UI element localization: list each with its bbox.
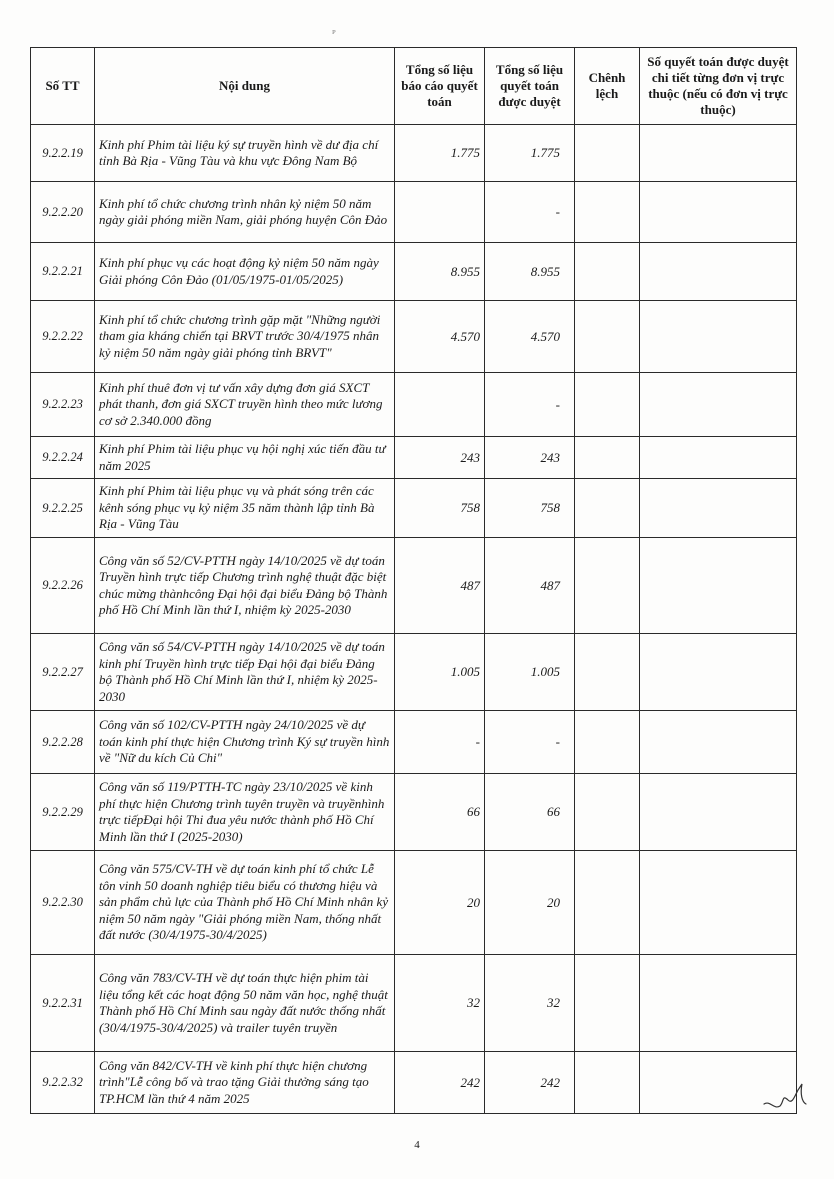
row-duoc-duyet: 487	[485, 538, 575, 634]
row-duoc-duyet: 242	[485, 1052, 575, 1114]
row-content: Kinh phí tổ chức chương trình nhân kỷ niệm 50 năm ngày giải phóng miền Nam, giải phóng huyện Côn Đảo	[95, 182, 395, 243]
row-stt: 9.2.2.30	[31, 851, 95, 955]
settlement-table	[30, 47, 797, 1114]
row-chenh-lech	[575, 634, 640, 711]
row-duoc-duyet: 1.005	[485, 634, 575, 711]
row-bao-cao: 4.570	[395, 301, 485, 373]
row-bao-cao: 242	[395, 1052, 485, 1114]
row-bao-cao: 66	[395, 774, 485, 851]
row-stt: 9.2.2.25	[31, 479, 95, 538]
row-chenh-lech	[575, 851, 640, 955]
row-chenh-lech	[575, 1052, 640, 1114]
row-chenh-lech	[575, 243, 640, 301]
row-content: Kinh phí Phim tài liệu ký sự truyền hình về dư địa chí tỉnh Bà Rịa - Vũng Tàu và khu vực Đông Nam Bộ	[95, 125, 395, 182]
row-chi-tiet	[640, 634, 797, 711]
row-chenh-lech	[575, 955, 640, 1052]
row-chenh-lech	[575, 437, 640, 479]
row-stt: 9.2.2.19	[31, 125, 95, 182]
table-row	[31, 125, 797, 182]
header-duoc-duyet: Tổng số liệu quyết toán được duyệt	[485, 48, 575, 125]
row-chenh-lech	[575, 711, 640, 774]
row-chenh-lech	[575, 373, 640, 437]
row-chenh-lech	[575, 301, 640, 373]
row-chi-tiet	[640, 711, 797, 774]
row-duoc-duyet: 32	[485, 955, 575, 1052]
row-bao-cao: 1.005	[395, 634, 485, 711]
table-row	[31, 955, 797, 1052]
table-row	[31, 301, 797, 373]
row-bao-cao: 8.955	[395, 243, 485, 301]
row-chi-tiet	[640, 955, 797, 1052]
row-stt: 9.2.2.23	[31, 373, 95, 437]
row-stt: 9.2.2.28	[31, 711, 95, 774]
row-chenh-lech	[575, 125, 640, 182]
row-duoc-duyet: 243	[485, 437, 575, 479]
row-duoc-duyet: -	[485, 182, 575, 243]
row-bao-cao	[395, 182, 485, 243]
row-stt: 9.2.2.20	[31, 182, 95, 243]
row-duoc-duyet: 4.570	[485, 301, 575, 373]
row-stt: 9.2.2.22	[31, 301, 95, 373]
row-content: Công văn số 54/CV-PTTH ngày 14/10/2025 về dự toán kinh phí Truyền hình trực tiếp Đại hội đại biểu Đảng bộ Thành phố Hồ Chí Minh lần thứ I, nhiệm kỳ 2025-2030	[95, 634, 395, 711]
row-bao-cao: 243	[395, 437, 485, 479]
row-content: Công văn 842/CV-TH về kinh phí thực hiện chương trình"Lễ công bố và trao tặng Giải thưởng sáng tạo TP.HCM lần thứ 4 năm 2025	[95, 1052, 395, 1114]
row-stt: 9.2.2.27	[31, 634, 95, 711]
scan-mark: ᴾ	[332, 28, 336, 40]
row-chi-tiet	[640, 243, 797, 301]
row-bao-cao: -	[395, 711, 485, 774]
table-row	[31, 182, 797, 243]
row-duoc-duyet: 20	[485, 851, 575, 955]
table-row	[31, 538, 797, 634]
row-chi-tiet	[640, 437, 797, 479]
row-chenh-lech	[575, 774, 640, 851]
row-stt: 9.2.2.29	[31, 774, 95, 851]
header-chenh-lech: Chênh lệch	[575, 48, 640, 125]
row-duoc-duyet: 66	[485, 774, 575, 851]
table-row	[31, 243, 797, 301]
row-chi-tiet	[640, 373, 797, 437]
row-chenh-lech	[575, 479, 640, 538]
row-chenh-lech	[575, 182, 640, 243]
row-duoc-duyet: 1.775	[485, 125, 575, 182]
row-content: Công văn số 102/CV-PTTH ngày 24/10/2025 về dự toán kinh phí thực hiện Chương trình Ký sự truyền hình về "Nữ du kích Củ Chi"	[95, 711, 395, 774]
table-header-row	[31, 48, 797, 125]
table-row	[31, 1052, 797, 1114]
row-content: Kinh phí thuê đơn vị tư vấn xây dựng đơn giá SXCT phát thanh, đơn giá SXCT truyền hình theo mức lương cơ sở 2.340.000 đồng	[95, 373, 395, 437]
row-chenh-lech	[575, 538, 640, 634]
row-duoc-duyet: 758	[485, 479, 575, 538]
table-row	[31, 634, 797, 711]
row-content: Kinh phí tổ chức chương trình gặp mặt "Những người tham gia kháng chiến tại BRVT trước 30/4/1975 nhân kỷ niệm 50 năm ngày giải phóng tỉnh BRVT"	[95, 301, 395, 373]
row-bao-cao: 32	[395, 955, 485, 1052]
table-row	[31, 851, 797, 955]
row-chi-tiet	[640, 851, 797, 955]
row-chi-tiet	[640, 301, 797, 373]
table-row	[31, 711, 797, 774]
row-stt: 9.2.2.32	[31, 1052, 95, 1114]
table-row	[31, 774, 797, 851]
initial-signature	[762, 1080, 812, 1120]
row-stt: 9.2.2.26	[31, 538, 95, 634]
row-content: Kinh phí Phim tài liệu phục vụ và phát sóng trên các kênh sóng phục vụ kỷ niệm 35 năm thành lập tỉnh Bà Rịa - Vũng Tàu	[95, 479, 395, 538]
table-row	[31, 437, 797, 479]
page-number: 4	[414, 1139, 420, 1151]
row-stt: 9.2.2.24	[31, 437, 95, 479]
row-chi-tiet	[640, 774, 797, 851]
row-content: Công văn 783/CV-TH về dự toán thực hiện phim tài liệu tổng kết các hoạt động 50 năm văn học, nghệ thuật Thành phố Hồ Chí Minh sau ngày đất nước thống nhất (30/4/1975-30/4/2025) và trailer tuyên truyền	[95, 955, 395, 1052]
row-duoc-duyet: -	[485, 711, 575, 774]
row-chi-tiet	[640, 125, 797, 182]
row-content: Công văn số 52/CV-PTTH ngày 14/10/2025 về dự toán Truyền hình trực tiếp Chương trình nghệ thuật đặc biệt chúc mừng thànhcông Đại hội đại biểu Đảng bộ Thành phố Hồ Chí Minh lần thứ I, nhiệm kỳ 2025-2030	[95, 538, 395, 634]
row-bao-cao	[395, 373, 485, 437]
header-noi-dung: Nội dung	[95, 48, 395, 125]
table-row	[31, 373, 797, 437]
row-chi-tiet	[640, 479, 797, 538]
row-chi-tiet	[640, 182, 797, 243]
table-row	[31, 479, 797, 538]
row-content: Kinh phí phục vụ các hoạt động kỷ niệm 50 năm ngày Giải phóng Côn Đảo (01/05/1975-01/05/2025)	[95, 243, 395, 301]
row-stt: 9.2.2.31	[31, 955, 95, 1052]
row-content: Công văn 575/CV-TH về dự toán kinh phí tổ chức Lễ tôn vinh 50 doanh nghiệp tiêu biểu có thương hiệu và sản phẩm chủ lực của Thành phố Hồ Chí Minh nhân kỷ niệm 50 năm ngày "Giải phóng miền Nam, thống nhất đất nước (30/4/1975-30/4/2025)	[95, 851, 395, 955]
row-duoc-duyet: -	[485, 373, 575, 437]
row-content: Kinh phí Phim tài liệu phục vụ hội nghị xúc tiến đầu tư năm 2025	[95, 437, 395, 479]
row-bao-cao: 487	[395, 538, 485, 634]
row-stt: 9.2.2.21	[31, 243, 95, 301]
row-chi-tiet	[640, 538, 797, 634]
row-bao-cao: 758	[395, 479, 485, 538]
header-chi-tiet: Số quyết toán được duyệt chi tiết từng đơn vị trực thuộc (nếu có đơn vị trực thuộc)	[640, 48, 797, 125]
row-bao-cao: 20	[395, 851, 485, 955]
header-bao-cao: Tổng số liệu báo cáo quyết toán	[395, 48, 485, 125]
header-stt: Số TT	[31, 48, 95, 125]
row-content: Công văn số 119/PTTH-TC ngày 23/10/2025 về kinh phí thực hiện Chương trình tuyên truyền và truyềnhình trực tiếpĐại hội Thi đua yêu nước thành phố Hồ Chí Minh lần thứ I (2025-2030)	[95, 774, 395, 851]
row-bao-cao: 1.775	[395, 125, 485, 182]
row-duoc-duyet: 8.955	[485, 243, 575, 301]
